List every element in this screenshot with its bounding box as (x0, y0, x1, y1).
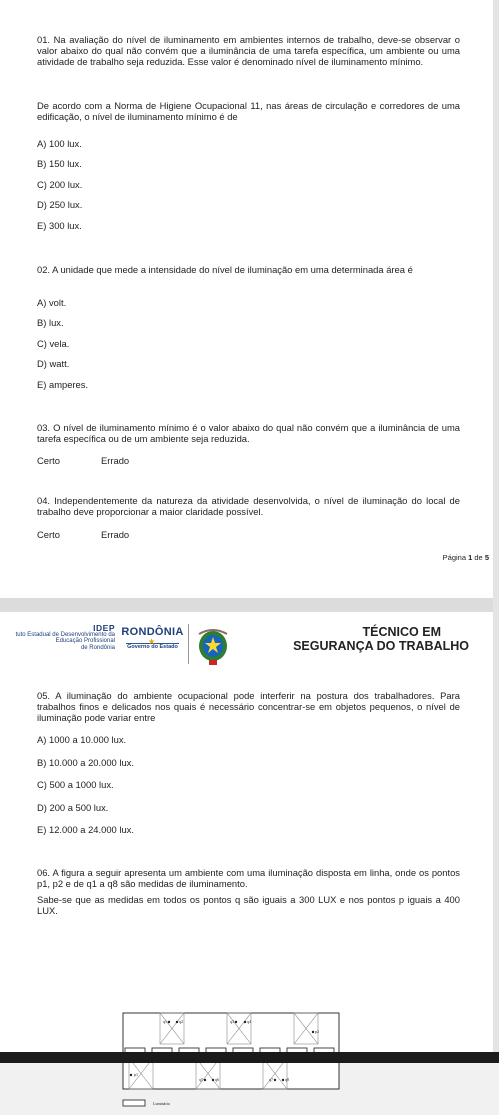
point-q7-label: q7 (269, 1077, 273, 1082)
star-icon: ★ (148, 637, 156, 646)
page-number: Página 1 de 5 (442, 553, 489, 562)
bottom-bar (0, 1052, 499, 1063)
q02-option-d[interactable]: D) watt. (37, 358, 70, 369)
point-p2-label: p2 (315, 1029, 319, 1034)
q05-option-e[interactable]: E) 12.000 a 24.000 lux. (37, 824, 134, 835)
legend-label: Luminária (153, 1101, 170, 1106)
q04-certo[interactable]: Certo (37, 529, 60, 540)
q06-stem: 06. A figura a seguir apresenta um ambiente com uma iluminação disposta em linha, onde os pontos p1, p2 e de q1 a q8 são medidas de iluminamento. (37, 867, 460, 889)
header-divider (188, 624, 189, 664)
q01-option-a[interactable]: A) 100 lux. (37, 138, 82, 149)
rondonia-logo: RONDÔNIA ★ Governo do Estado (121, 626, 184, 650)
point-q5-label: q5 (199, 1077, 203, 1082)
q02-stem: 02. A unidade que mede a intensidade do nível de iluminação em uma determinada área é (37, 264, 413, 275)
exam-title: TÉCNICO EM SEGURANÇA DO TRABALHO (293, 625, 469, 653)
q06-info: Sabe-se que as medidas em todos os pontos q são iguais a 300 LUX e nos pontos p iguais a 400 LUX. (37, 894, 460, 916)
legend-luminaire-icon (123, 1100, 145, 1106)
point-q3-label: q3 (230, 1019, 234, 1024)
point-q4-label: q4 (247, 1019, 251, 1024)
idep-logo-text: IDEP tuto Estadual de Desenvolvimento da Educação Profissional de Rondônia (15, 623, 115, 651)
q04-errado[interactable]: Errado (101, 529, 130, 540)
q03-errado[interactable]: Errado (101, 455, 130, 466)
q01-option-e[interactable]: E) 300 lux. (37, 220, 82, 231)
state-seal-icon (193, 624, 233, 666)
q01-option-d[interactable]: D) 250 lux. (37, 199, 83, 210)
q02-option-a[interactable]: A) volt. (37, 297, 67, 308)
q02-option-b[interactable]: B) lux. (37, 317, 64, 328)
q05-option-c[interactable]: C) 500 a 1000 lux. (37, 779, 114, 790)
q05-option-a[interactable]: A) 1000 a 10.000 lux. (37, 734, 127, 745)
point-p1-label: p1 (134, 1072, 138, 1077)
page-gap (0, 598, 499, 612)
point-q8-label: q8 (285, 1077, 289, 1082)
q05-stem: 05. A iluminação do ambiente ocupacional pode interferir na postura dos trabalhadores. Para trabalhos finos e delicados nos quais é necessário concentrar-se em objetos pequenos, o nível de iluminação pode variar entre (37, 690, 460, 723)
q01-stem: 01. Na avaliação do nível de iluminamento em ambientes internos de trabalho, deve-se observar o valor abaixo do qual não convém que a iluminância de uma tarefa específica, um ambiente ou uma atividade de trabalho seja reduzida. Esse valor é denominado nível de iluminamento mínimo. (37, 34, 460, 67)
q01-question: De acordo com a Norma de Higiene Ocupacional 11, nas áreas de circulação e corredores de uma edificação, o nível de iluminamento mínimo é de (37, 100, 460, 122)
q03-certo[interactable]: Certo (37, 455, 60, 466)
q03-stem: 03. O nível de iluminamento mínimo é o valor abaixo do qual não convém que a iluminância de uma tarefa específica ou de um ambiente seja reduzida. (37, 422, 460, 444)
point-q6-label: q6 (215, 1077, 219, 1082)
q02-option-c[interactable]: C) vela. (37, 338, 70, 349)
q05-option-d[interactable]: D) 200 a 500 lux. (37, 802, 109, 813)
q05-option-b[interactable]: B) 10.000 a 20.000 lux. (37, 757, 134, 768)
q01-option-c[interactable]: C) 200 lux. (37, 179, 83, 190)
q04-stem: 04. Independentemente da natureza da atividade desenvolvida, o nível de iluminação do local de trabalho deve proporcionar a maior claridade possível. (37, 495, 460, 517)
scroll-edge (493, 0, 499, 1063)
q02-option-e[interactable]: E) amperes. (37, 379, 89, 390)
point-q1-label: q1 (163, 1019, 167, 1024)
point-q2-label: q2 (179, 1019, 183, 1024)
q01-option-b[interactable]: B) 150 lux. (37, 158, 82, 169)
